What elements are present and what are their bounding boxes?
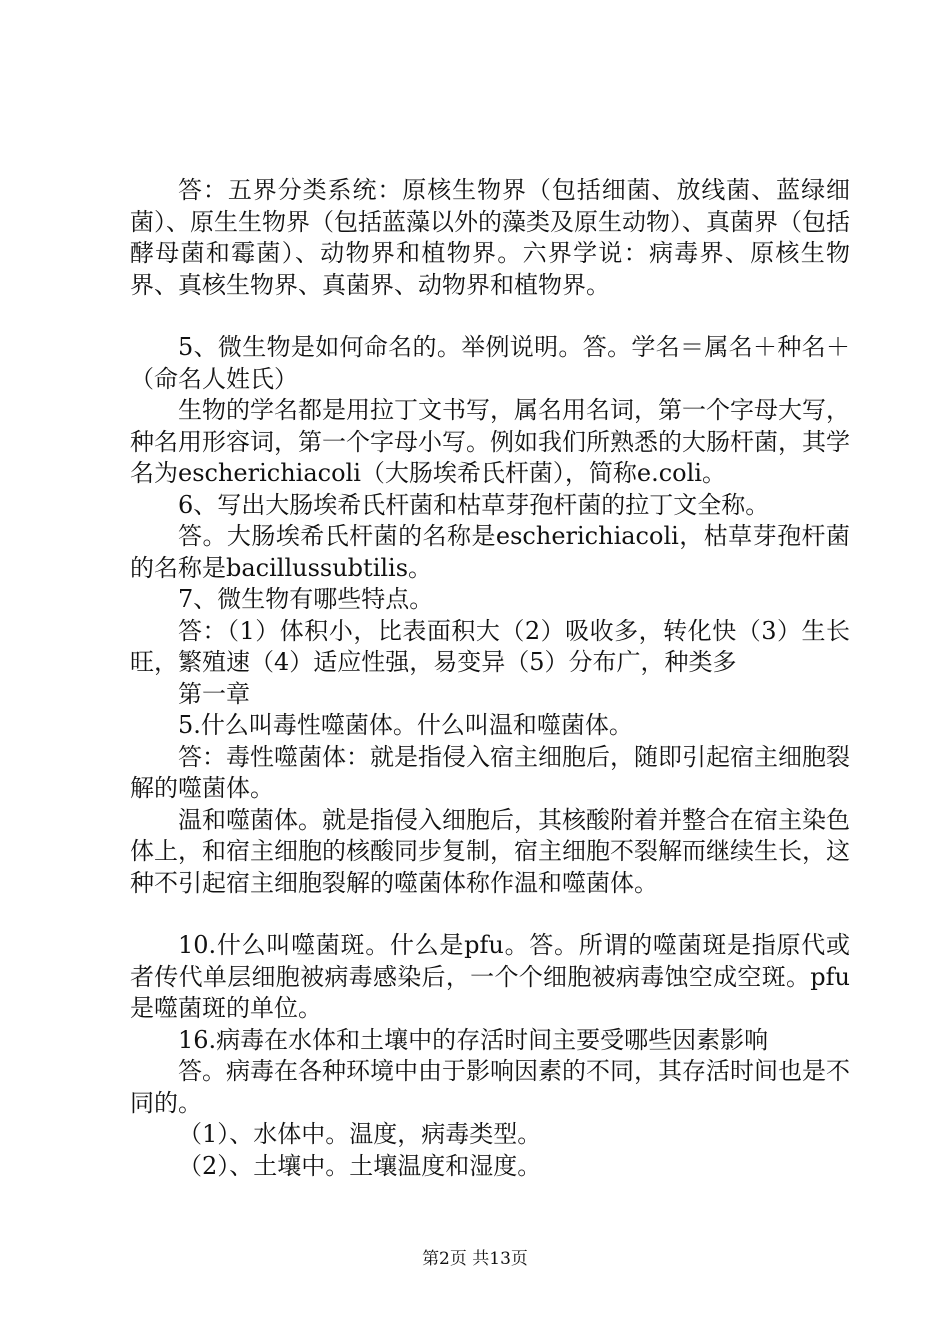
paragraph-temperate-phage: 温和噬菌体。就是指侵入细胞后，其核酸附着并整合在宿主染色体上，和宿主细胞的核酸同步复制，宿主细胞不裂解而继续生长，这种不引起宿主细胞裂解的噬菌体称作温和噬菌体。	[130, 805, 850, 897]
paragraph-q16: 16.病毒在水体和土壤中的存活时间主要受哪些因素影响	[178, 1025, 769, 1054]
paragraph-virulent-phage: 答：毒性噬菌体：就是指侵入宿主细胞后，随即引起宿主细胞裂解的噬菌体。	[130, 742, 850, 802]
document-body	[130, 175, 850, 1182]
page-footer: 第2页 共13页	[422, 1249, 528, 1269]
chapter-heading: 第一章	[178, 679, 250, 708]
paragraph-naming-answer: 生物的学名都是用拉丁文书写，属名用名词，第一个字母大写，种名用形容词，第一个字母小写。例如我们所熟悉的大肠杆菌，其学名为escherichiacoli（大肠埃希氏杆菌），简称e.coli。	[130, 396, 850, 487]
list-item-soil: （2）、土壤中。土壤温度和湿度。	[178, 1151, 542, 1180]
list-item-water: （1）、水体中。温度，病毒类型。	[178, 1120, 542, 1148]
paragraph-q10-plaque: 10.什么叫噬菌斑。什么是pfu。答。所谓的噬菌斑是指原代或者传代单层细胞被病毒感染后，一个个细胞被病毒蚀空成空斑。pfu是噬菌斑的单位。	[130, 931, 850, 1022]
paragraph-five-kingdoms-answer: 答：五界分类系统：原核生物界（包括细菌、放线菌、蓝绿细菌）、原生生物界（包括蓝藻以外的藻类及原生动物）、真菌界（包括酵母菌和霉菌）、动物界和植物界。六界学说：病毒界、原核生物界、真核生物界、真菌界、动物界和植物界。	[130, 176, 850, 299]
paragraph-q16-answer: 答。病毒在各种环境中由于影响因素的不同，其存活时间也是不同的。	[130, 1057, 850, 1117]
paragraph-q7: 7、微生物有哪些特点。	[178, 585, 434, 613]
paragraph-q7-answer: 答：（1）体积小，比表面积大（2）吸收多，转化快（3）生长旺，繁殖速（4）适应性强，易变异（5）分布广，种类多	[130, 616, 850, 676]
paragraph-q5-naming: 5、微生物是如何命名的。举例说明。答。学名＝属名＋种名＋（命名人姓氏）	[130, 333, 850, 393]
paragraph-q6: 6、写出大肠埃希氏杆菌和枯草芽孢杆菌的拉丁文全称。	[178, 490, 770, 519]
paragraph-phage-question: 5.什么叫毒性噬菌体。什么叫温和噬菌体。	[178, 711, 633, 739]
paragraph-q6-answer: 答。大肠埃希氏杆菌的名称是escherichiacoli，枯草芽孢杆菌的名称是bacillussubtilis。	[130, 522, 850, 582]
